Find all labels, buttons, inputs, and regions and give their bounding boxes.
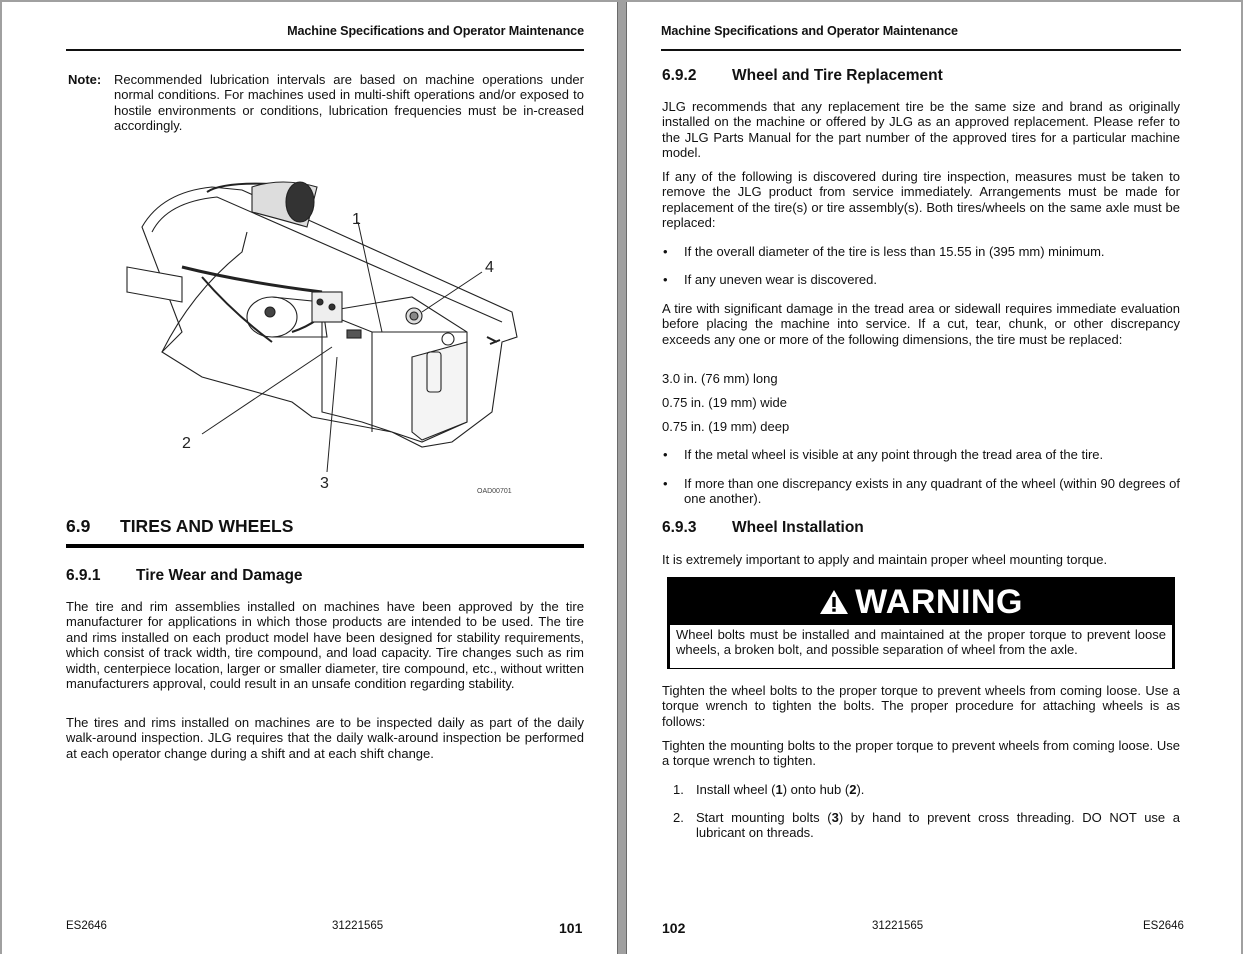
paragraph: It is extremely important to apply and maintain proper wheel mounting torque. <box>662 552 1108 567</box>
warning-header <box>670 580 1172 624</box>
warning-triangle-icon <box>819 588 849 616</box>
bullet-item <box>663 476 1180 508</box>
machine-illustration <box>122 172 542 502</box>
paragraph: If any of the following is discovered during tire inspection, measures must be taken to remove the JLG product from service immediately. Arrangements must be made for replacement of the tire(s) or tire assembly(s). Both tires/wheels on the same axle must be replaced: <box>662 169 1180 231</box>
callout-4: 4 <box>485 259 494 276</box>
step-item <box>673 782 1180 798</box>
step-number: 1. <box>673 782 684 797</box>
subsection-heading <box>662 67 943 85</box>
bullet-icon: • <box>663 476 668 491</box>
bullet-icon: • <box>663 447 668 462</box>
subsection-number: 6.9.1 <box>66 567 101 584</box>
bullet-item <box>663 447 1180 463</box>
page-101 <box>2 2 618 954</box>
bullet-text: If any uneven wear is discovered. <box>684 272 877 287</box>
footer-model: ES2646 <box>1143 920 1184 932</box>
callout-2: 2 <box>182 435 191 452</box>
footer-model: ES2646 <box>66 920 107 932</box>
section-rule <box>66 544 584 548</box>
dimension-item: 0.75 in. (19 mm) deep <box>662 419 790 434</box>
subsection-number: 6.9.2 <box>662 67 697 84</box>
bullet-item <box>663 272 1180 288</box>
section-title: TIRES AND WHEELS <box>120 516 294 536</box>
callout-1: 1 <box>352 211 361 228</box>
callout-leader-4 <box>422 272 482 312</box>
dimension-item: 0.75 in. (19 mm) wide <box>662 395 787 410</box>
paragraph: The tire and rim assemblies installed on machines have been approved by the tire manufacturer for applications in which those products are intended to be used. The tire and rims installed on each product model have been designed for stability requirements, which consist of track width, tire compound, and load capacity. Tire changes such as rim width, centerpiece location, larger or smaller diameter, tire compound, etc., without written manufacturers approval, could result in an unsafe condition regarding stability. <box>66 599 584 692</box>
bullet-icon: • <box>663 244 668 259</box>
warning-text: Wheel bolts must be installed and maintained at the proper torque to prevent loose wheels, a broken bolt, and possible separation of wheel from the axle. <box>670 625 1172 668</box>
dimension-item: 3.0 in. (76 mm) long <box>662 371 778 386</box>
footer-doc-number: 31221565 <box>872 920 924 932</box>
bullet-text: If the metal wheel is visible at any point through the tread area of the tire. <box>684 447 1104 462</box>
page-102 <box>626 2 1241 954</box>
page-number: 102 <box>662 920 686 936</box>
warning-title: WARNING <box>855 582 1023 621</box>
paragraph: Tighten the mounting bolts to the proper torque to prevent wheels from coming loose. Use a torque wrench to tighten. <box>662 738 1180 769</box>
header-rule <box>66 49 584 51</box>
step-number: 2. <box>673 810 684 825</box>
callout-3: 3 <box>320 475 329 492</box>
warning-box <box>667 577 1175 669</box>
page-number: 101 <box>559 920 583 936</box>
paragraph: JLG recommends that any replacement tire be the same size and brand as originally installed on the machine or offered by JLG as an approved replacement. Please refer to the JLG Parts Manual for the part number of the approved tires for a particular machine model. <box>662 99 1180 161</box>
header-rule <box>661 49 1181 51</box>
bullet-text: If more than one discrepancy exists in any quadrant of the wheel (within 90 degrees of one another). <box>684 476 1180 507</box>
running-header: Machine Specifications and Operator Maintenance <box>661 24 958 38</box>
bullet-icon: • <box>663 272 668 287</box>
step-item <box>673 810 1180 842</box>
footer-doc-number: 31221565 <box>332 920 384 932</box>
paragraph: Tighten the wheel bolts to the proper torque to prevent wheels from coming loose. Use a torque wrench to tighten the bolts. The proper procedure for attaching wheels is as follows: <box>662 683 1180 729</box>
callout-leader-2 <box>202 347 332 434</box>
section-number: 6.9 <box>66 516 91 536</box>
subsection-heading <box>66 567 303 585</box>
step-text: Install wheel (1) onto hub (2). <box>696 782 865 797</box>
running-header: Machine Specifications and Operator Maintenance <box>287 24 584 38</box>
note-text: Recommended lubrication intervals are based on machine operations under normal conditions. For machines used in multi-shift operations and/or exposed to hostile environments or conditions, lubrication frequencies must be in-creased accordingly. <box>114 72 584 134</box>
subsection-number: 6.9.3 <box>662 519 697 536</box>
note-label: Note: <box>68 72 102 87</box>
figure-code: OAD00701 <box>477 488 512 495</box>
bullet-text: If the overall diameter of the tire is less than 15.55 in (395 mm) minimum. <box>684 244 1105 259</box>
bullet-item <box>663 244 1180 260</box>
paragraph: The tires and rims installed on machines are to be inspected daily as part of the daily walk-around inspection. JLG requires that the daily walk-around inspection be performed at each operator change during a shift and at each shift change. <box>66 715 584 761</box>
subsection-title: Wheel and Tire Replacement <box>732 67 943 84</box>
subsection-title: Tire Wear and Damage <box>136 567 303 584</box>
subsection-heading <box>662 519 864 537</box>
section-heading <box>66 516 293 537</box>
subsection-title: Wheel Installation <box>732 519 864 536</box>
step-text: Start mounting bolts (3) by hand to prevent cross threading. DO NOT use a lubricant on threads. <box>696 810 1180 841</box>
paragraph: A tire with significant damage in the tread area or sidewall requires immediate evaluation before placing the machine into service. If a cut, tear, chunk, or other discrepancy exceeds any one or more of the following dimensions, the tire must be replaced: <box>662 301 1180 347</box>
hydraulic-tank-figure <box>122 172 542 502</box>
